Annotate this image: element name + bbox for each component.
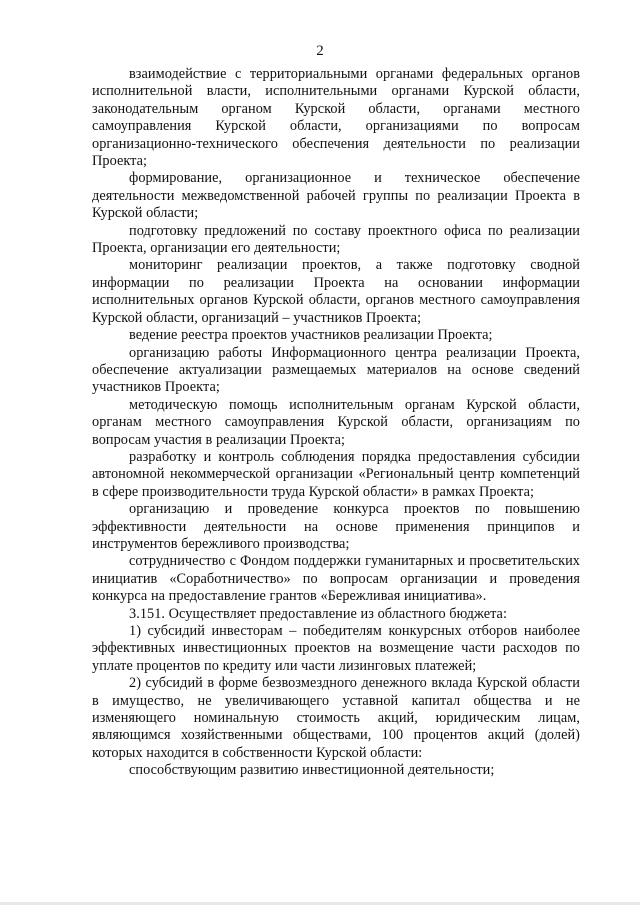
paragraph: способствующим развитию инвестиционной деятельности; — [129, 762, 495, 779]
paragraph: взаимодействие с территориальными органами федеральных органов исполнительной власти, исполнительными органами Курской области, законодательным органом Курской области, органами местного самоуправления Курской области, организациями по вопросам организационно-технического обеспечения деятельности по реализации Проекта; — [92, 66, 580, 170]
paragraph: сотрудничество с Фондом поддержки гуманитарных и просветительских инициатив «Соработничество» по вопросам организации и проведения конкурса на предоставление грантов «Бережливая инициатива». — [92, 553, 580, 605]
paragraph: организацию и проведение конкурса проектов по повышению эффективности деятельности на основе применения принципов и инструментов бережливого производства; — [92, 501, 580, 552]
paragraph: ведение реестра проектов участников реализации Проекта; — [129, 327, 493, 344]
section-heading-paragraph: 3.151. Осуществляет предоставление из областного бюджета: — [129, 605, 507, 622]
paragraph: подготовку предложений по составу проектного офиса по реализации Проекта, организации его деятельности; — [92, 222, 580, 257]
list-item-paragraph: 1) субсидий инвесторам – победителям конкурсных отборов наиболее эффективных инвестиционных проектов на возмещение части расходов по уплате процентов по кредиту или части лизинговых платежей; — [92, 623, 580, 674]
page-number: 2 — [316, 43, 324, 59]
paragraph: методическую помощь исполнительным органам Курской области, органам местного самоуправления Курской области, организациям по вопросам участия в реализации Проекта; — [92, 396, 580, 448]
paragraph: организацию работы Информационного центра реализации Проекта, обеспечение актуализации размещаемых материалов на основе сведений участников Проекта; — [92, 344, 580, 396]
list-item-paragraph: 2) субсидий в форме безвозмездного денежного вклада Курской области в имущество, не увеличивающего уставной капитал общества и не изменяющего номинальную стоимость акций, юридическим лицам, являющимся хозяйственными обществами, 100 процентов акций (долей) которых находится в собственности Курской области: — [92, 675, 580, 761]
document-body — [92, 66, 580, 780]
paragraph: формирование, организационное и техническое обеспечение деятельности межведомственной рабочей группы по реализации Проекта в Курской области; — [92, 170, 580, 222]
paragraph: мониторинг реализации проектов, а также подготовку сводной информации по реализации Проекта на основании информации исполнительных органов Курской области, органов местного самоуправления Курской области, организаций – участников Проекта; — [92, 257, 580, 326]
paragraph: разработку и контроль соблюдения порядка предоставления субсидии автономной некоммерческой организации «Региональный центр компетенций в сфере производительности труда Курской области» в рамках Проекта; — [92, 448, 580, 500]
